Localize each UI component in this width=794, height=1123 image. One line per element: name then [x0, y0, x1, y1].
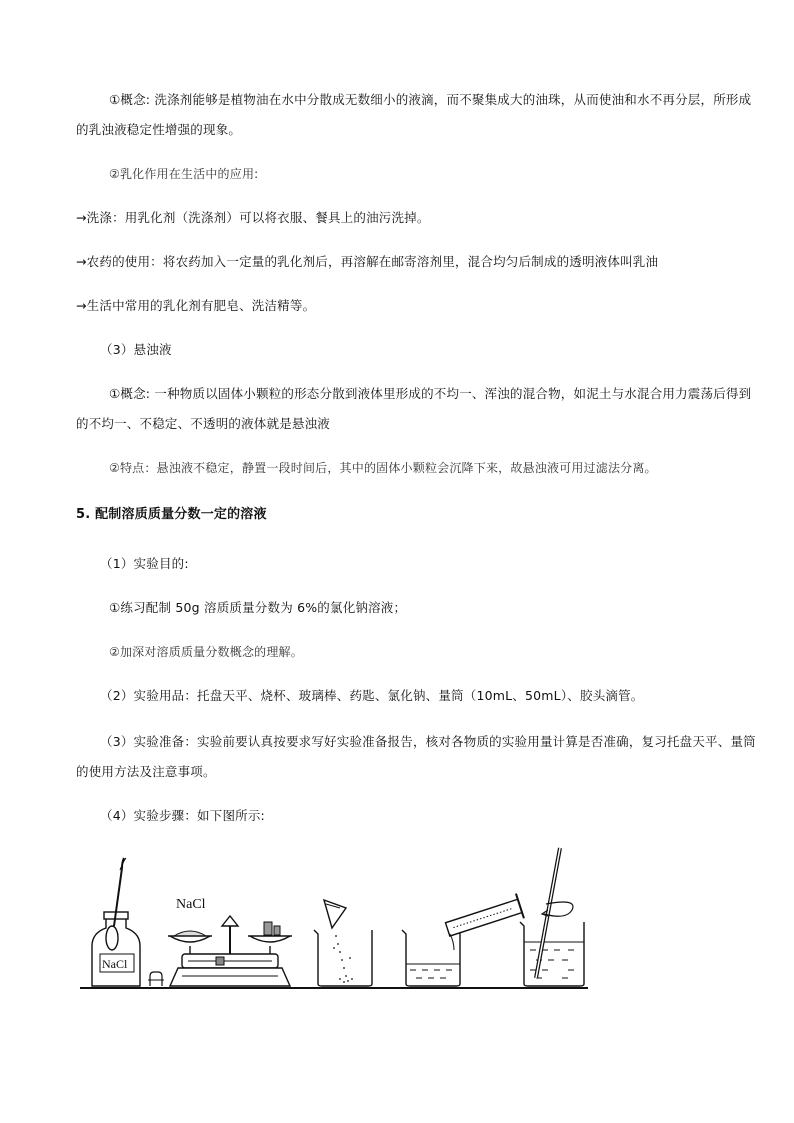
application-heading: ②乳化作用在生活中的应用:	[109, 167, 259, 181]
reagent-bottle-illustration	[92, 858, 164, 986]
application-washing: →洗涤：用乳化剂（洗涤剂）可以将衣服、餐具上的油污洗掉。	[76, 210, 430, 225]
experiment-purpose-2: ②加深对溶质质量分数概念的理解。	[109, 645, 303, 659]
section-heading-5: 5. 配制溶质质量分数一定的溶液	[76, 507, 267, 522]
experiment-steps-figure	[78, 838, 590, 998]
experiment-preparation-line2: 的使用方法及注意事项。	[76, 764, 216, 779]
concept-suspension-line1: ①概念: 一种物质以固体小颗粒的形态分散到液体里形成的不均一、浑浊的混合物，如泥土与水混合用力震荡后得到	[109, 386, 752, 401]
beaker-stir-illustration	[520, 848, 584, 986]
balance-label: NaCl	[176, 897, 206, 912]
beaker-add-solid-illustration	[314, 900, 372, 986]
bottle-label: NaCl	[102, 957, 128, 971]
concept-emulsification-line1: ①概念: 洗涤剂能够是植物油在水中分散成无数细小的液滴，而不聚集成大的油珠，从而使油和水不再分层，所形成	[109, 92, 752, 107]
experiment-purpose-heading: （1）实验目的:	[100, 556, 189, 571]
experiment-steps-heading: （4）实验步骤：如下图所示:	[100, 808, 265, 823]
beaker-add-water-illustration	[402, 894, 524, 986]
concept-emulsification-line2: 的乳浊液稳定性增强的现象。	[76, 122, 242, 137]
application-pesticide: →农药的使用：将农药加入一定量的乳化剂后，再溶解在邮寄溶剂里，混合均匀后制成的透明液体叫乳油	[76, 254, 659, 269]
experiment-purpose-1: ①练习配制 50g 溶质质量分数为 6%的氯化钠溶液；	[109, 600, 407, 615]
balance-illustration	[168, 897, 292, 986]
suspension-feature: ②特点：悬浊液不稳定，静置一段时间后，其中的固体小颗粒会沉降下来，故悬浊液可用过滤法分离。	[109, 461, 657, 475]
application-common-emulsifiers: →生活中常用的乳化剂有肥皂、洗洁精等。	[76, 298, 316, 313]
experiment-materials: （2）实验用品：托盘天平、烧杯、玻璃棒、药匙、氯化钠、量筒（10mL、50mL）、胶头滴管。	[100, 688, 644, 703]
experiment-preparation-line1: （3）实验准备：实验前要认真按要求写好实验准备报告，核对各物质的实验用量计算是否准确，复习托盘天平、量筒	[100, 734, 756, 749]
concept-suspension-line2: 的不均一、不稳定、不透明的液体就是悬浊液	[76, 416, 331, 431]
suspension-heading: （3）悬浊液	[100, 342, 172, 357]
